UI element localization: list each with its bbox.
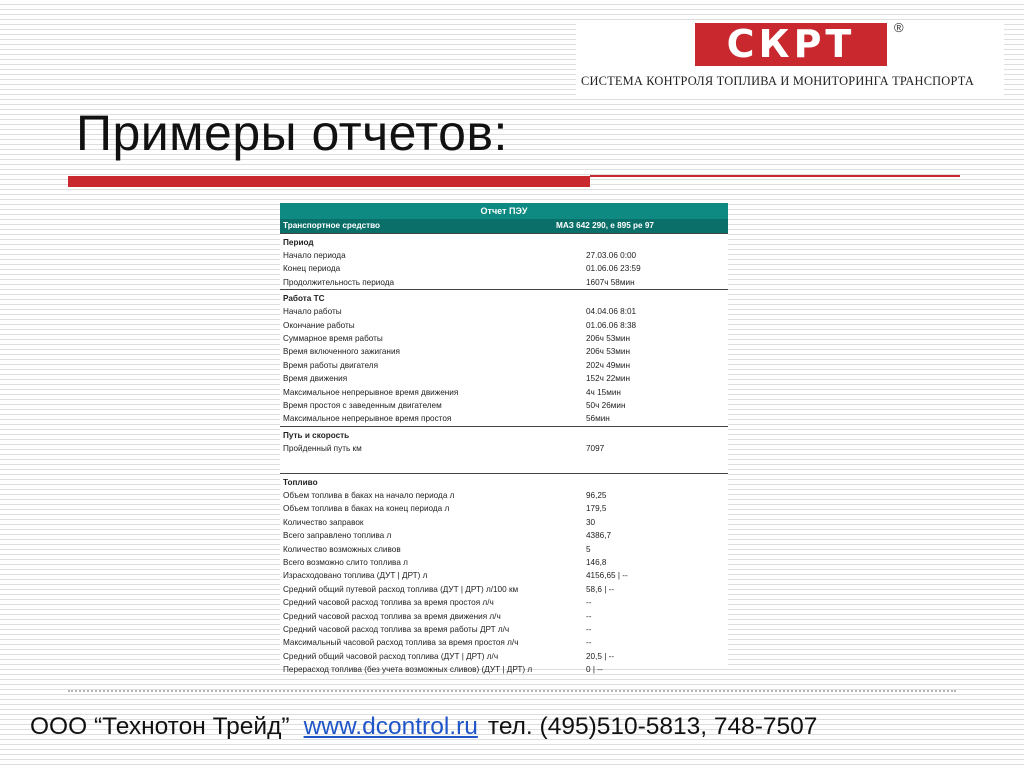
vehicle-label: Транспортное средство <box>283 221 381 230</box>
row-label: Всего возможно слито топлива л <box>283 558 408 568</box>
row-value: 27.03.06 0:00 <box>586 251 637 260</box>
report-section-vehicle-work <box>280 289 728 426</box>
row-value: 4ч 15мин <box>586 387 621 397</box>
report-row <box>280 529 728 542</box>
row-label: Всего заправлено топлива л <box>283 531 392 541</box>
row-value: 20,5 | -- <box>586 651 615 661</box>
row-label: Количество заправок <box>283 517 364 527</box>
report-row <box>280 332 728 345</box>
section-title: Работа ТС <box>283 294 325 304</box>
row-value: 01.06.06 8:38 <box>586 320 637 330</box>
report-row <box>280 610 728 623</box>
row-value: 5 <box>586 544 591 554</box>
report-row <box>280 489 728 502</box>
row-value: 30 <box>586 517 596 527</box>
row-value: 146,8 <box>586 558 607 568</box>
report-row <box>280 543 728 556</box>
report-table <box>280 203 728 675</box>
row-label: Время простоя с заведенным двигателем <box>283 400 442 410</box>
row-label: Израсходовано топлива (ДУТ | ДРТ) л <box>283 571 428 581</box>
row-value: 96,25 <box>586 491 607 501</box>
report-section-distance <box>280 426 728 473</box>
row-value: 0 | -- <box>586 665 603 675</box>
report-row <box>280 596 728 609</box>
report-row <box>280 305 728 318</box>
report-row <box>280 650 728 663</box>
row-label: Объем топлива в баках на начало периода л <box>283 491 455 501</box>
row-value: -- <box>586 638 592 648</box>
row-value: 179,5 <box>586 504 607 514</box>
row-label: Средний общий часовой расход топлива (ДУТ | ДРТ) л/ч <box>283 651 499 661</box>
report-row <box>280 556 728 569</box>
report-row <box>280 249 728 262</box>
row-value: -- <box>586 624 592 634</box>
row-value: 58,6 | -- <box>586 584 615 594</box>
row-value: 7097 <box>586 443 605 453</box>
report-section-fuel <box>280 473 728 676</box>
row-label: Суммарное время работы <box>283 333 383 343</box>
row-label: Средний общий путевой расход топлива (ДУТ | ДРТ) л/100 км <box>283 584 519 594</box>
slide-title: Примеры отчетов: <box>76 105 508 161</box>
report-row <box>280 359 728 372</box>
row-value: 01.06.06 23:59 <box>586 264 641 274</box>
row-label: Объем топлива в баках на конец периода л <box>283 504 450 514</box>
report-row <box>280 636 728 649</box>
report-row <box>280 345 728 358</box>
title-underline-bar <box>68 176 590 187</box>
report-row <box>280 386 728 399</box>
row-label: Время включенного зажигания <box>283 347 400 357</box>
logo <box>576 20 1004 96</box>
report-row <box>280 442 728 455</box>
row-label: Начало работы <box>283 307 342 317</box>
report-row <box>280 399 728 412</box>
row-value: -- <box>586 598 592 608</box>
company-name: ООО “Технотон Трейд” <box>30 713 290 740</box>
row-value: -- <box>586 611 592 621</box>
row-label: Максимальный часовой расход топлива за время простоя л/ч <box>283 638 519 648</box>
row-value: 206ч 53мин <box>586 347 631 357</box>
section-title: Период <box>283 238 314 247</box>
row-label: Средний часовой расход топлива за время движения л/ч <box>283 611 501 621</box>
row-value: 4386,7 <box>586 531 612 541</box>
report-row <box>280 502 728 515</box>
row-label: Перерасход топлива (без учета возможных сливов) (ДУТ | ДРТ) л <box>283 665 533 675</box>
report-row <box>280 663 728 676</box>
row-value: 202ч 49мин <box>586 360 631 370</box>
report-section-period <box>280 233 728 289</box>
row-label: Начало периода <box>283 251 346 260</box>
vehicle-value: МАЗ 642 290, е 895 ре 97 <box>556 221 654 230</box>
section-title: Путь и скорость <box>283 430 350 440</box>
row-value: 56мин <box>586 414 610 424</box>
row-value: 1607ч 58мин <box>586 277 635 287</box>
report-row <box>280 583 728 596</box>
row-value: 206ч 53мин <box>586 333 631 343</box>
row-label: Продолжительность периода <box>283 277 395 287</box>
row-label: Время движения <box>283 374 348 384</box>
report-row <box>280 262 728 275</box>
report-vehicle-row <box>280 219 728 233</box>
report-row <box>280 319 728 332</box>
report-row <box>280 372 728 385</box>
section-title: Топливо <box>283 478 318 488</box>
website-link[interactable]: www.dcontrol.ru <box>303 713 478 740</box>
logo-mark: СКРТ <box>695 23 887 66</box>
row-label: Максимальное непрерывное время простоя <box>283 414 452 424</box>
section-spacer <box>280 455 728 473</box>
report-row <box>280 516 728 529</box>
row-value: 4156,65 | -- <box>586 571 628 581</box>
registered-mark: ® <box>894 20 904 35</box>
row-label: Окончание работы <box>283 320 355 330</box>
footer <box>30 713 817 741</box>
report-row <box>280 276 728 289</box>
row-value: 152ч 22мин <box>586 374 631 384</box>
row-value: 50ч 26мин <box>586 400 626 410</box>
row-label: Время работы двигателя <box>283 360 379 370</box>
row-label: Средний часовой расход топлива за время простоя л/ч <box>283 598 494 608</box>
row-label: Средний часовой расход топлива за время работы ДРТ л/ч <box>283 624 510 634</box>
report-row <box>280 569 728 582</box>
report-header: Отчет ПЭУ <box>280 203 728 219</box>
phone-text: тел. (495)510-5813, 748-7507 <box>487 713 818 740</box>
footer-divider <box>68 690 956 692</box>
row-label: Максимальное непрерывное время движения <box>283 387 459 397</box>
row-value: 04.04.06 8:01 <box>586 307 637 317</box>
report-row <box>280 412 728 425</box>
report-row <box>280 623 728 636</box>
logo-subtitle: СИСТЕМА КОНТРОЛЯ ТОПЛИВА И МОНИТОРИНГА ТРАНСПОРТА <box>581 74 974 88</box>
title-underline-line <box>590 175 960 177</box>
row-label: Пройденный путь км <box>283 443 362 453</box>
row-label: Количество возможных сливов <box>283 544 401 554</box>
row-label: Конец периода <box>283 264 341 274</box>
